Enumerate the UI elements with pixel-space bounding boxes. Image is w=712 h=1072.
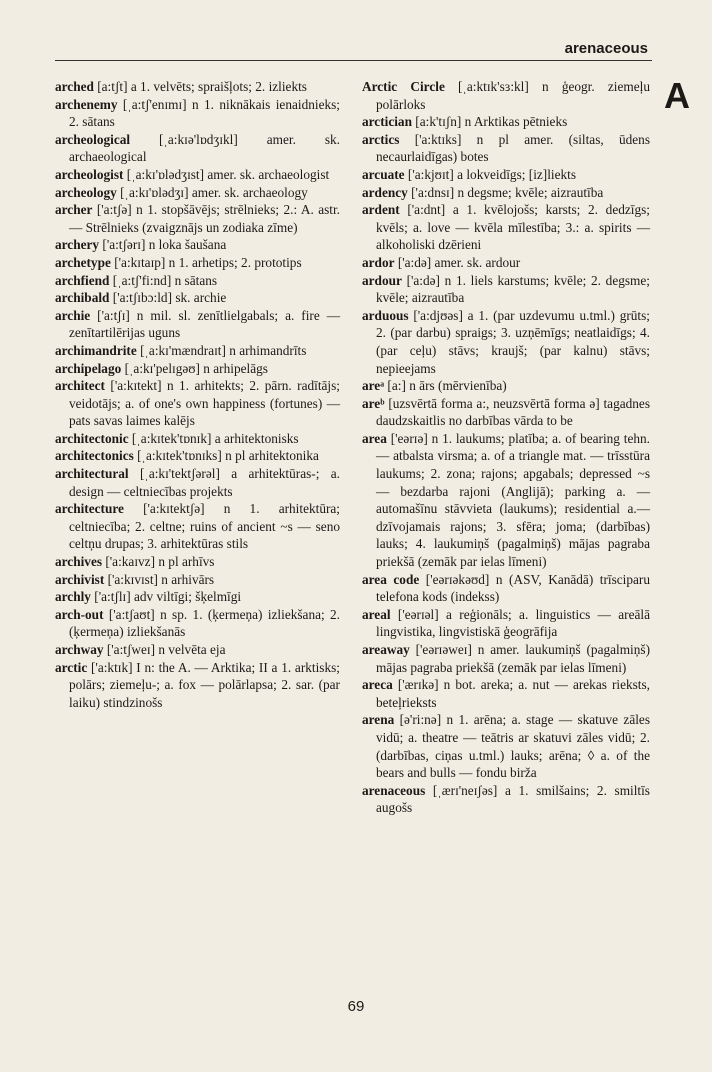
- right-column: [362, 78, 650, 817]
- entry-headword: Arctic Circle: [362, 79, 445, 94]
- entry-headword: architect: [55, 378, 105, 394]
- entry-headword: arctics: [362, 131, 400, 147]
- dictionary-entry: [362, 606, 650, 641]
- entry-headword: ardent: [362, 202, 400, 218]
- entry-definition: ['eərɪə] n 1. laukums; platība; a. of bearing tehn. — atbalsta virsma; a. of a triangle mat. — trīsstūra laukums; 2. zona; rajons; apgabals; depressed ~s — bezdarba rajoni (Anglijā); parking a. — automašīnu stāvvieta (laukums); residential a.— dzīvojamais rajons; 3. sfēra; joma; (darbības) lauks; 4. laukumiņš (pagalmiņš) mājas pagraba priekšā (zemāk par ielas līmeni): [376, 430, 650, 570]
- entry-definition: ['a:də] n 1. liels karstums; kvēle; 2. degsme; kvēle; aizrautība: [376, 272, 650, 306]
- entry-headword: areal: [362, 606, 391, 622]
- entry-definition: [ˌa:kɪ'pelɪgəʊ] n arhipelāgs: [121, 360, 268, 376]
- dictionary-entry: [55, 342, 340, 360]
- entry-definition: ['eərɪəkəʊd] n (ASV, Kanādā) trīsciparu telefona kods (indekss): [376, 571, 650, 605]
- dictionary-entry: [55, 500, 340, 553]
- entry-definition: ['a:kɪtaɪp] n 1. arhetips; 2. prototips: [110, 254, 302, 270]
- entry-headword: architecture: [55, 501, 124, 517]
- entry-headword: archeological: [55, 131, 131, 147]
- entry-headword: archenemy: [55, 96, 118, 112]
- entry-definition: [ˌa:kɪ'ɒlədʒɪst] amer. sk. archaeologist: [123, 166, 330, 182]
- dictionary-entry: [55, 641, 340, 659]
- entry-definition: [uzsvērtā forma a:, neuzsvērtā forma ə] tagadnes daudzskaitlis no darbības vārda to be: [376, 395, 650, 429]
- entry-headword: archeologist: [55, 166, 124, 182]
- dictionary-entry: [362, 272, 650, 307]
- entry-definition: [ˌa:tʃ'enɪmɪ] n 1. niknākais ienaidnieks; 2. sātans: [69, 96, 340, 130]
- dictionary-entry: [55, 447, 340, 465]
- entry-headword: areca: [362, 677, 393, 693]
- entry-definition: [ˌærɪ'neɪʃəs] a 1. smilšains; 2. smiltīs augošs: [376, 782, 650, 816]
- entry-headword: archimandrite: [55, 342, 137, 358]
- entry-headword: archer: [55, 202, 93, 218]
- entry-headword: arched: [55, 79, 94, 94]
- entry-definition: ['a:tʃaʊt] n sp. 1. (ķermeņa) izliekšana; 2. (ķermeņa) izliekšanās: [69, 606, 340, 640]
- dictionary-entry: [55, 360, 340, 378]
- entry-definition: [ˌa:kɪ'ɒlədʒɪ] amer. sk. archaeology: [116, 184, 308, 200]
- dictionary-entry: [55, 131, 340, 166]
- dictionary-entry: [362, 571, 650, 606]
- entry-headword: ardency: [362, 184, 408, 200]
- entry-headword: architectural: [55, 466, 129, 482]
- entry-headword: area: [362, 430, 387, 446]
- entry-definition: ['a:kaɪvz] n pl arhīvs: [102, 554, 215, 570]
- entry-definition: ['a:tʃlɪ] adv viltīgi; šķelmīgi: [90, 589, 242, 605]
- dictionary-entry: [362, 131, 650, 166]
- entry-headword: arduous: [362, 307, 409, 323]
- thumb-index-letter: A: [664, 75, 690, 116]
- dictionary-entry: [55, 272, 340, 290]
- entry-definition: [a:k'tɪʃn] n Arktikas pētnieks: [411, 114, 568, 130]
- entry-headword: arctician: [362, 114, 412, 130]
- entry-headword: archway: [55, 642, 104, 657]
- entry-definition: [ˌa:kɪ'mændraɪt] n arhimandrīts: [136, 342, 307, 358]
- dictionary-entry: [55, 588, 340, 606]
- dictionary-entry: [362, 78, 650, 113]
- dictionary-entry: [55, 430, 340, 448]
- entry-definition: [ˌa:kɪtek'tɒnɪk] a arhitektonisks: [128, 430, 299, 446]
- entry-headword: archfiend: [55, 272, 110, 288]
- dictionary-entry: [362, 711, 650, 781]
- entry-headword: ardor: [362, 254, 395, 270]
- dictionary-entry: [362, 254, 650, 272]
- dictionary-entry: [55, 254, 340, 272]
- entry-definition: ['a:dnt] a 1. kvēlojošs; karsts; 2. dedzīgs; kvēls; a. love — kvēla mīlestība; 3.: a. spirits — alkoholiski dzērieni: [376, 202, 650, 253]
- entry-definition: ['a:tʃɪbɔ:ld] sk. archie: [109, 290, 227, 306]
- dictionary-entry: [362, 430, 650, 571]
- header-rule: [55, 60, 652, 61]
- dictionary-entry: [362, 641, 650, 676]
- entry-headword: archly: [55, 589, 91, 605]
- dictionary-entry: [55, 307, 340, 342]
- dictionary-entry: [362, 307, 650, 377]
- entry-headword: archivist: [55, 571, 105, 587]
- entry-definition: ['eərɪəweɪ] n amer. laukumiņš (pagalmiņš) mājas pagraba priekšā (zemāk par ielas līmeni): [376, 642, 650, 675]
- entry-headword: archipelago: [55, 360, 122, 376]
- entry-headword: arcuate: [362, 166, 405, 182]
- entry-headword: area code: [362, 571, 420, 587]
- entry-definition: [ˌa:kɪ'tektʃərəl] a arhitektūras-; a. design — celtniecības projekts: [69, 466, 340, 499]
- entry-definition: [a:] n ārs (mērvienība): [384, 378, 507, 394]
- entry-definition: [a:tʃt] a 1. velvēts; spraišļots; 2. izliekts: [93, 79, 307, 94]
- entry-definition: ['a:tʃweɪ] n velvēta eja: [103, 642, 226, 657]
- entry-definition: ['a:tʃə] n 1. stopšāvējs; strēlnieks; 2.: A. astr. — Strēlnieks (zvaigznājs un zodiaka zīme): [69, 202, 340, 235]
- entry-headword: arena: [362, 712, 395, 728]
- dictionary-entry: [362, 184, 650, 202]
- dictionary-entry: [362, 676, 650, 711]
- dictionary-entry: [55, 78, 340, 96]
- entry-definition: ['a:kjʊɪt] a lokveidīgs; [iz]liekts: [404, 166, 577, 182]
- entry-definition: ['a:dnsɪ] n degsme; kvēle; aizrautība: [407, 184, 604, 200]
- entry-headword: arctic: [55, 659, 88, 675]
- entry-definition: [ˌa:kɪə'lɒdʒɪkl] amer. sk. archaeological: [69, 131, 340, 165]
- entry-headword: arch-out: [55, 606, 104, 622]
- entry-definition: ['eərɪəl] a reģionāls; a. linguistics — areālā lingvistika, lingvistiskā ģeogrāfija: [376, 606, 650, 640]
- entry-headword: ardour: [362, 272, 402, 288]
- dictionary-entry: [55, 236, 340, 254]
- entry-definition: [ˌa:ktɪk'sɜ:kl] n ģeogr. ziemeļu polārloks: [376, 79, 650, 112]
- dictionary-entry: [55, 201, 340, 236]
- entry-headword: archie: [55, 307, 91, 323]
- entry-headword: archeology: [55, 184, 117, 200]
- dictionary-entry: [362, 201, 650, 254]
- entry-definition: ['a:tʃərɪ] n loka šaušana: [99, 237, 227, 253]
- dictionary-entry: [362, 782, 650, 817]
- page-number: 69: [347, 998, 365, 1015]
- dictionary-entry: [55, 465, 340, 500]
- entry-headword: areᵇ: [362, 395, 385, 411]
- entry-definition: ['a:kɪtektʃə] n 1. arhitektūra; celtniecība; 2. celtne; ruins of ancient ~s — seno celtņu drupas; 3. arhitektūras stils: [69, 501, 340, 552]
- dictionary-entry: [362, 113, 650, 131]
- entry-definition: ['a:ktɪk] I n: the A. — Arktika; II a 1. arktisks; polārs; ziemeļu-; a. fox — polārlapsa; 2. sar. (par laiku) stindzinošs: [69, 659, 340, 710]
- entry-definition: ['a:də] amer. sk. ardour: [394, 254, 521, 270]
- entry-definition: [ˌa:kɪtek'tɒnɪks] n pl arhitektonika: [133, 448, 319, 464]
- dictionary-entry: [55, 659, 340, 712]
- entry-definition: ['a:ktɪks] n pl amer. (siltas, ūdens necaurlaidīgas) botes: [376, 131, 650, 165]
- dictionary-entry: [362, 377, 650, 395]
- entry-headword: architectonic: [55, 430, 129, 446]
- entry-definition: ['a:kɪvɪst] n arhivārs: [104, 571, 215, 587]
- dictionary-entry: [55, 553, 340, 571]
- entry-headword: archery: [55, 237, 100, 253]
- entry-definition: ['a:kɪtekt] n 1. arhitekts; 2. pārn. radītājs; veidotājs; a. of one's own happiness (fortunes) — pats savas laimes kalējs: [69, 378, 340, 429]
- entry-definition: [ə'ri:nə] n 1. arēna; a. stage — skatuve zāles vidū; a. theatre — teātris ar skatuvi zāles vidū; 2. (darbības, ciņas u.tml.) lauks; arēna; ◊ a. of the bears and bulls — fondu birža: [376, 712, 650, 781]
- entry-headword: areaway: [362, 642, 410, 657]
- entry-headword: archibald: [55, 290, 110, 306]
- dictionary-entry: [55, 289, 340, 307]
- entry-headword: archetype: [55, 254, 111, 270]
- entry-definition: ['ærɪkə] n bot. areka; a. nut — arekas rieksts, beteļrieksts: [376, 677, 650, 710]
- entry-headword: areᵃ: [362, 378, 385, 394]
- dictionary-entry: [55, 377, 340, 430]
- dictionary-entry: [55, 96, 340, 131]
- dictionary-entry: [55, 166, 340, 184]
- entry-definition: ['a:tʃɪ] n mil. sl. zenītlielgabals; a. fire — zenītartilērijas uguns: [69, 307, 340, 341]
- left-column: [55, 78, 340, 711]
- dictionary-entry: [55, 184, 340, 202]
- entry-headword: architectonics: [55, 448, 134, 464]
- dictionary-entry: [362, 395, 650, 430]
- entry-definition: ['a:djʊəs] a 1. (par uzdevumu u.tml.) grūts; 2. (par darbu) spraigs; 3. uzņēmīgs; neatlaidīgs; 4. (par ceļu) stāvs; kraujš; (par kalnu) stāvs; nepieejams: [376, 307, 650, 376]
- running-head: arenaceous: [564, 40, 648, 57]
- entry-headword: archives: [55, 554, 103, 570]
- entry-headword: arenaceous: [362, 782, 426, 798]
- dictionary-entry: [55, 606, 340, 641]
- dictionary-entry: [362, 166, 650, 184]
- entry-definition: [ˌa:tʃ'fi:nd] n sātans: [109, 272, 218, 288]
- dictionary-entry: [55, 571, 340, 589]
